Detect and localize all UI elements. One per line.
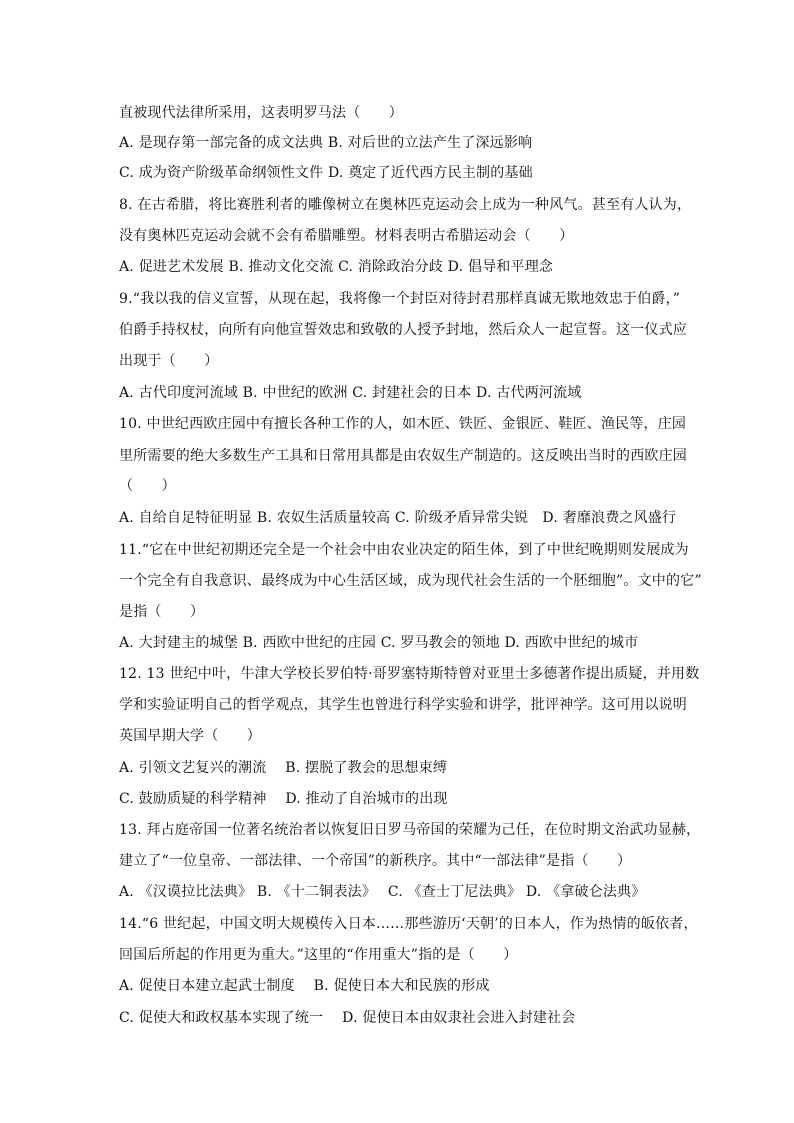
question-9-stem: 9.“我以我的信义宣誓，从现在起，我将像一个封臣对待封君那样真诚无欺地效忠于伯爵，”: [119, 291, 681, 307]
answer-options: C. 促使大和政权基本实现了统一 D. 促使日本由奴隶社会进入封建社会: [119, 1010, 576, 1026]
question-10-stem: （ ）: [119, 478, 176, 494]
text-line: 直被现代法律所采用，这表明罗马法（ ）: [119, 105, 403, 121]
question-9-stem: 伯爵手持权杖，向所有向他宣誓效忠和致敬的人授予封地，然后众人一起宣誓。这一仪式应: [119, 322, 687, 338]
question-12-stem: 12. 13 世纪中叶，牛津大学校长罗伯特·哥罗塞特斯特曾对亚里士多德著作提出质疑，并用数: [119, 666, 700, 682]
answer-options: A. 古代印度河流域 B. 中世纪的欧洲 C. 封建社会的日本 D. 古代两河流域: [119, 385, 582, 401]
answer-options: A. 促使日本建立起武士制度 B. 促使日本大和民族的形成: [119, 978, 490, 994]
question-10-stem: 10. 中世纪西欧庄园中有擅长各种工作的人，如木匠、铁匠、金银匠、鞋匠、渔民等，庄园: [119, 416, 687, 432]
answer-options: A. 大封建主的城堡 B. 西欧中世纪的庄园 C. 罗马教会的领地 D. 西欧中世纪的城市: [119, 635, 639, 651]
question-11-stem: 是指（ ）: [119, 604, 205, 620]
question-13-stem: 13. 拜占庭帝国一位著名统治者以恢复旧日罗马帝国的荣耀为己任，在位时期文治武功显赫，: [119, 822, 701, 838]
answer-options: A. 引领文艺复兴的潮流 B. 摆脱了教会的思想束缚: [119, 760, 448, 776]
answer-options: A. 自给自足特征明显 B. 农奴生活质量较高 C. 阶级矛盾异常尖锐 D. 奢靡浪费之风盛行: [119, 510, 677, 526]
question-11-stem: 11.“它在中世纪初期还完全是一个社会中由农业决定的陌生体，到了中世纪晚期则发展成为: [119, 542, 689, 558]
answer-options: C. 成为资产阶级革命纲领性文件 D. 奠定了近代西方民主制的基础: [119, 165, 533, 181]
question-14-stem: 回国后所起的作用更为重大。”这里的“作用重大”指的是（ ）: [119, 947, 518, 963]
answer-options: C. 鼓励质疑的科学精神 D. 推动了自治城市的出现: [119, 791, 448, 807]
question-14-stem: 14.“6 世纪起，中国文明大规模传入日本……那些游历‘天朝’的日本人，作为热情的皈依者，: [119, 916, 698, 932]
answer-options: A. 促进艺术发展 B. 推动文化交流 C. 消除政治分歧 D. 倡导和平理念: [119, 259, 554, 275]
question-13-stem: 建立了“一位皇帝、一部法律、一个帝国”的新秩序。其中“一部法律”是指（ ）: [119, 853, 632, 869]
question-8-stem: 8. 在古希腊，将比赛胜利者的雕像树立在奥林匹克运动会上成为一种风气。甚至有人认为，: [119, 197, 692, 213]
answer-options: A. 是现存第一部完备的成文法典 B. 对后世的立法产生了深远影响: [119, 135, 533, 151]
question-11-stem: 一个完全有自我意识、最终成为中心生活区域，成为现代社会生活的一个胚细胞”。文中的它”: [119, 573, 702, 589]
question-12-stem: 学和实验证明自己的哲学观点，其学生也曾进行科学实验和讲学，批评神学。这可用以说明: [119, 697, 687, 713]
question-8-stem: 没有奥林匹克运动会就不会有希腊雕塑。材料表明古希腊运动会（ ）: [119, 228, 574, 244]
question-9-stem: 出现于（ ）: [119, 353, 219, 369]
answer-options: A. 《汉谟拉比法典》 B. 《十二铜表法》 C. 《查士丁尼法典》 D. 《拿破仑法典》: [119, 884, 646, 900]
question-12-stem: 英国早期大学（ ）: [119, 728, 261, 744]
question-10-stem: 里所需要的绝大多数生产工具和日常用具都是由农奴生产制造的。这反映出当时的西欧庄园: [119, 448, 687, 464]
